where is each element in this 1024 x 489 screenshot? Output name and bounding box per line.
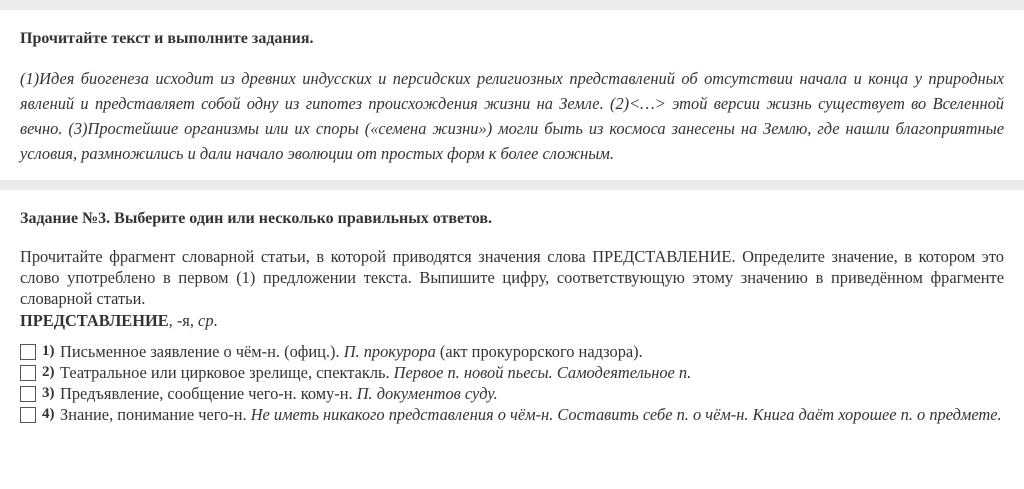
option-number: 1) (42, 343, 55, 359)
headword-suffix: , -я, (168, 311, 199, 330)
task-section (0, 190, 1024, 425)
option-tail: (акт прокурорского надзора). (435, 342, 643, 361)
option-text (60, 362, 1004, 383)
option-example: Не иметь никакого представления о чём-н. Составить себе п. о чём-н. Книга даёт хорошее п. о предмете. (250, 405, 1002, 424)
option-example: Первое п. новой пьесы. Самодеятельное п. (393, 363, 692, 382)
answer-option-4[interactable] (20, 404, 1004, 425)
headword-text: ПРЕДСТАВЛЕНИЕ (20, 311, 169, 330)
option-definition: Предъявление, сообщение чего-н. кому-н. (60, 384, 357, 403)
answer-options (20, 341, 1004, 425)
option-example: П. прокурора (343, 342, 436, 361)
option-definition: Театральное или цирковое зрелище, спектакль. (60, 363, 394, 382)
text-section (0, 10, 1024, 180)
option-definition: Письменное заявление о чём-н. (офиц.). (60, 342, 344, 361)
task-instruction: Прочитайте фрагмент словарной статьи, в которой приводятся значения слова ПРЕДСТАВЛЕНИЕ. Определите значение, в котором это слово употреблено в первом (1) предложении текста. Выпишите цифру, соответствующую этому значению в приведённом фрагменте словарной статьи. (20, 247, 1004, 308)
reading-passage: (1)Идея биогенеза исходит из древних индусских и персидских религиозных представлений об отсутствии начала и конца у природных явлений и представляет собой одну из гипотез происхождения жизни на Земле. (2)<…> этой версии жизнь существует во Вселенной вечно. (3)Простейшие организмы или их споры («семена жизни») могли быть из космоса занесены на Землю, где нашли благоприятные условия, размножились и дали начало эволюции от простых форм к более сложным. (20, 69, 1004, 163)
option-text (60, 341, 1004, 362)
top-divider (0, 0, 1024, 10)
task-heading: Задание №3. Выберите один или несколько правильных ответов. (20, 210, 493, 227)
text-section-heading: Прочитайте текст и выполните задания. (20, 30, 314, 47)
option-number: 4) (42, 406, 55, 422)
checkbox-3[interactable] (20, 386, 36, 402)
checkbox-4[interactable] (20, 407, 36, 423)
answer-option-1[interactable] (20, 341, 1004, 362)
answer-option-3[interactable] (20, 383, 1004, 404)
option-number: 3) (42, 385, 55, 401)
option-text (60, 383, 1004, 404)
headword-grammar: ср (198, 311, 214, 330)
option-definition: Знание, понимание чего-н. (60, 405, 251, 424)
answer-option-2[interactable] (20, 362, 1004, 383)
checkbox-2[interactable] (20, 365, 36, 381)
option-example: П. документов суду. (356, 384, 498, 403)
option-number: 2) (42, 364, 55, 380)
dictionary-headword (20, 310, 1004, 332)
section-divider (0, 180, 1024, 190)
headword-end: . (213, 311, 218, 330)
option-text (60, 404, 1004, 425)
checkbox-1[interactable] (20, 344, 36, 360)
